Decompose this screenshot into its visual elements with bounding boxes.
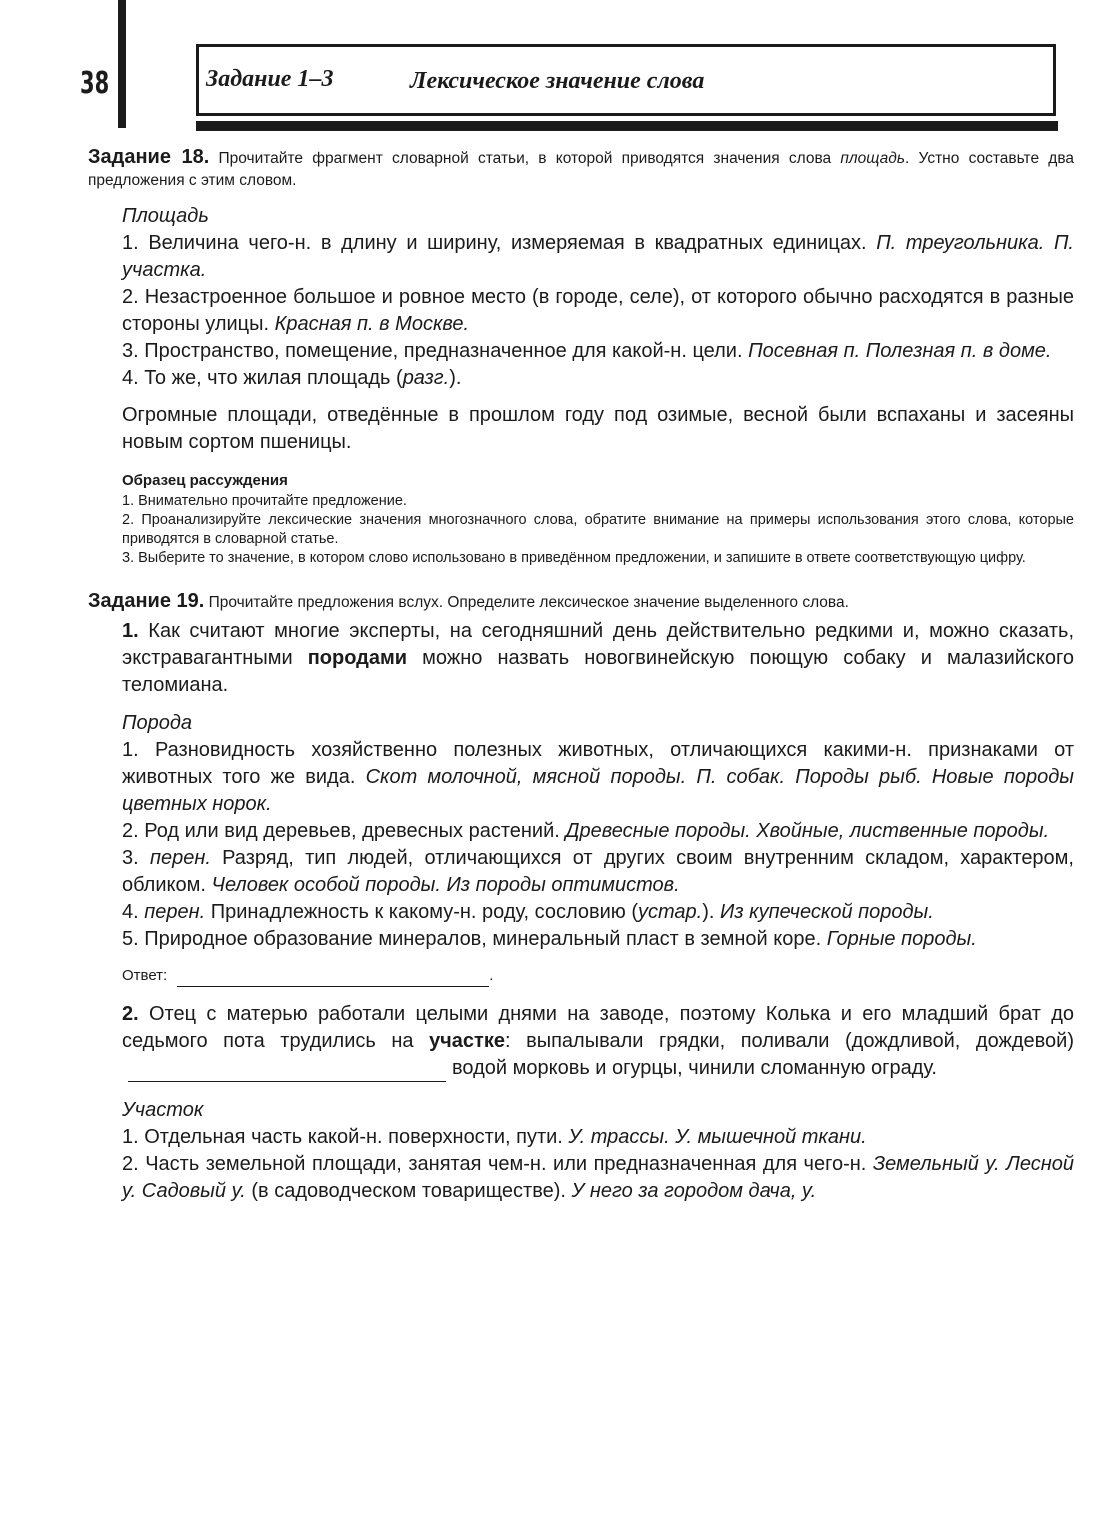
task-19-instruction-text: Прочитайте предложения вслух. Определите лексическое значение выделенного слова.	[208, 594, 849, 611]
item-1-sentence: 1. Как считают многие эксперты, на сегодняшний день действительно редкими и, можно сказать, экстравагантными породами можно назвать новогвинейскую поющую собаку и малазийского теломиана.	[122, 620, 1074, 696]
task-18-instruction-end: . Устно составьте два предложения с этим словом.	[88, 150, 1075, 189]
answer-input-line[interactable]	[177, 970, 489, 987]
meaning-item: 5. Природное образование минералов, минеральный пласт в земной коре. Горные породы.	[122, 928, 977, 950]
task-19-label: Задание 19.	[88, 590, 205, 612]
page-number: 38	[80, 66, 110, 101]
fill-in-blank[interactable]	[128, 1063, 446, 1082]
task-19-item-1	[122, 618, 1074, 987]
headword-uchastok: Участок	[122, 1099, 204, 1121]
reasoning-title: Образец рассуждения	[122, 472, 288, 489]
reasoning-step: 1. Внимательно прочитайте предложение.	[122, 493, 407, 509]
dictionary-entry-ploshchad	[122, 202, 1074, 568]
reasoning-step: 2. Проанализируйте лексические значения многозначного слова, обратите внимание на примеры использования этого слова, которые приводятся в словарной статье.	[122, 512, 1074, 547]
reasoning-step: 3. Выберите то значение, в котором слово использовано в приведённом предложении, и запишите в ответе соответствующую цифру.	[122, 550, 1026, 566]
answer-label: Ответ:	[122, 967, 168, 984]
page-content	[88, 146, 1074, 1205]
meaning-item: 1. Величина чего-н. в длину и ширину, измеряемая в квадратных единицах. П. треугольника. П. участка.	[122, 232, 1074, 281]
meaning-item: 2. Часть земельной площади, занятая чем-н. или предназначенная для чего-н. Земельный у. Лесной у. Садовый у. (в садоводческом товариществе). У него за городом дача, у.	[122, 1153, 1075, 1202]
headword-poroda: Порода	[122, 712, 193, 734]
item-2-sentence: 2. Отец с матерью работали целыми днями на заводе, поэтому Колька и его младший брат до седьмого пота трудились на участке: выпалывали грядки, поливали (дождливой, дождевой)водой морковь и огурцы, чинили сломанную ограду.	[122, 1001, 1074, 1082]
meaning-item: 4. То же, что жилая площадь (разг.).	[122, 367, 462, 389]
meaning-item: 4. перен. Принадлежность к какому-н. роду, сословию (устар.). Из купеческой породы.	[122, 901, 934, 923]
headword-ploshchad: Площадь	[122, 205, 209, 227]
chapter-code: Задание 1–3	[206, 66, 334, 92]
chapter-title: Лексическое значение слова	[410, 68, 705, 94]
task-18-instruction	[88, 146, 1074, 192]
chapter-header-underbar	[196, 121, 1058, 131]
book-spine-line	[118, 0, 126, 128]
highlighted-word: породами	[307, 647, 408, 669]
meaning-item: 3. перен. Разряд, тип людей, отличающихся от других своим внутренним складом, характером, обликом. Человек особой породы. Из породы оптимистов.	[122, 847, 1074, 896]
meaning-item: 3. Пространство, помещение, предназначенное для какой-н. цели. Посевная п. Полезная п. в доме.	[122, 340, 1052, 362]
task-18-instruction-text: Прочитайте фрагмент словарной статьи, в которой приводятся значения слова	[218, 150, 841, 167]
task-18-instruction-word: площадь	[840, 150, 905, 167]
highlighted-word: участке	[429, 1030, 505, 1052]
meaning-item: 2. Род или вид деревьев, древесных растений. Древесные породы. Хвойные, лиственные породы.	[122, 820, 1050, 842]
meaning-item: 1. Отдельная часть какой-н. поверхности, пути. У. трассы. У. мышечной ткани.	[122, 1126, 867, 1148]
task-18-label: Задание 18.	[88, 146, 210, 168]
task-19-instruction	[88, 590, 1074, 614]
meaning-item: 1. Разновидность хозяйственно полезных животных, отличающихся какими-н. признаками от животных того же вида. Скот молочной, мясной породы. П. собак. Породы рыб. Новые породы цветных норок.	[122, 739, 1074, 815]
answer-row: Ответ: .	[122, 965, 1074, 987]
meaning-item: 2. Незастроенное большое и ровное место (в городе, селе), от которого обычно расходятся в разные стороны улицы. Красная п. в Москве.	[122, 286, 1074, 335]
sample-sentence: Огромные площади, отведённые в прошлом году под озимые, весной были вспаханы и засеяны новым сортом пшеницы.	[122, 404, 1074, 453]
task-19-item-2	[122, 1001, 1074, 1205]
